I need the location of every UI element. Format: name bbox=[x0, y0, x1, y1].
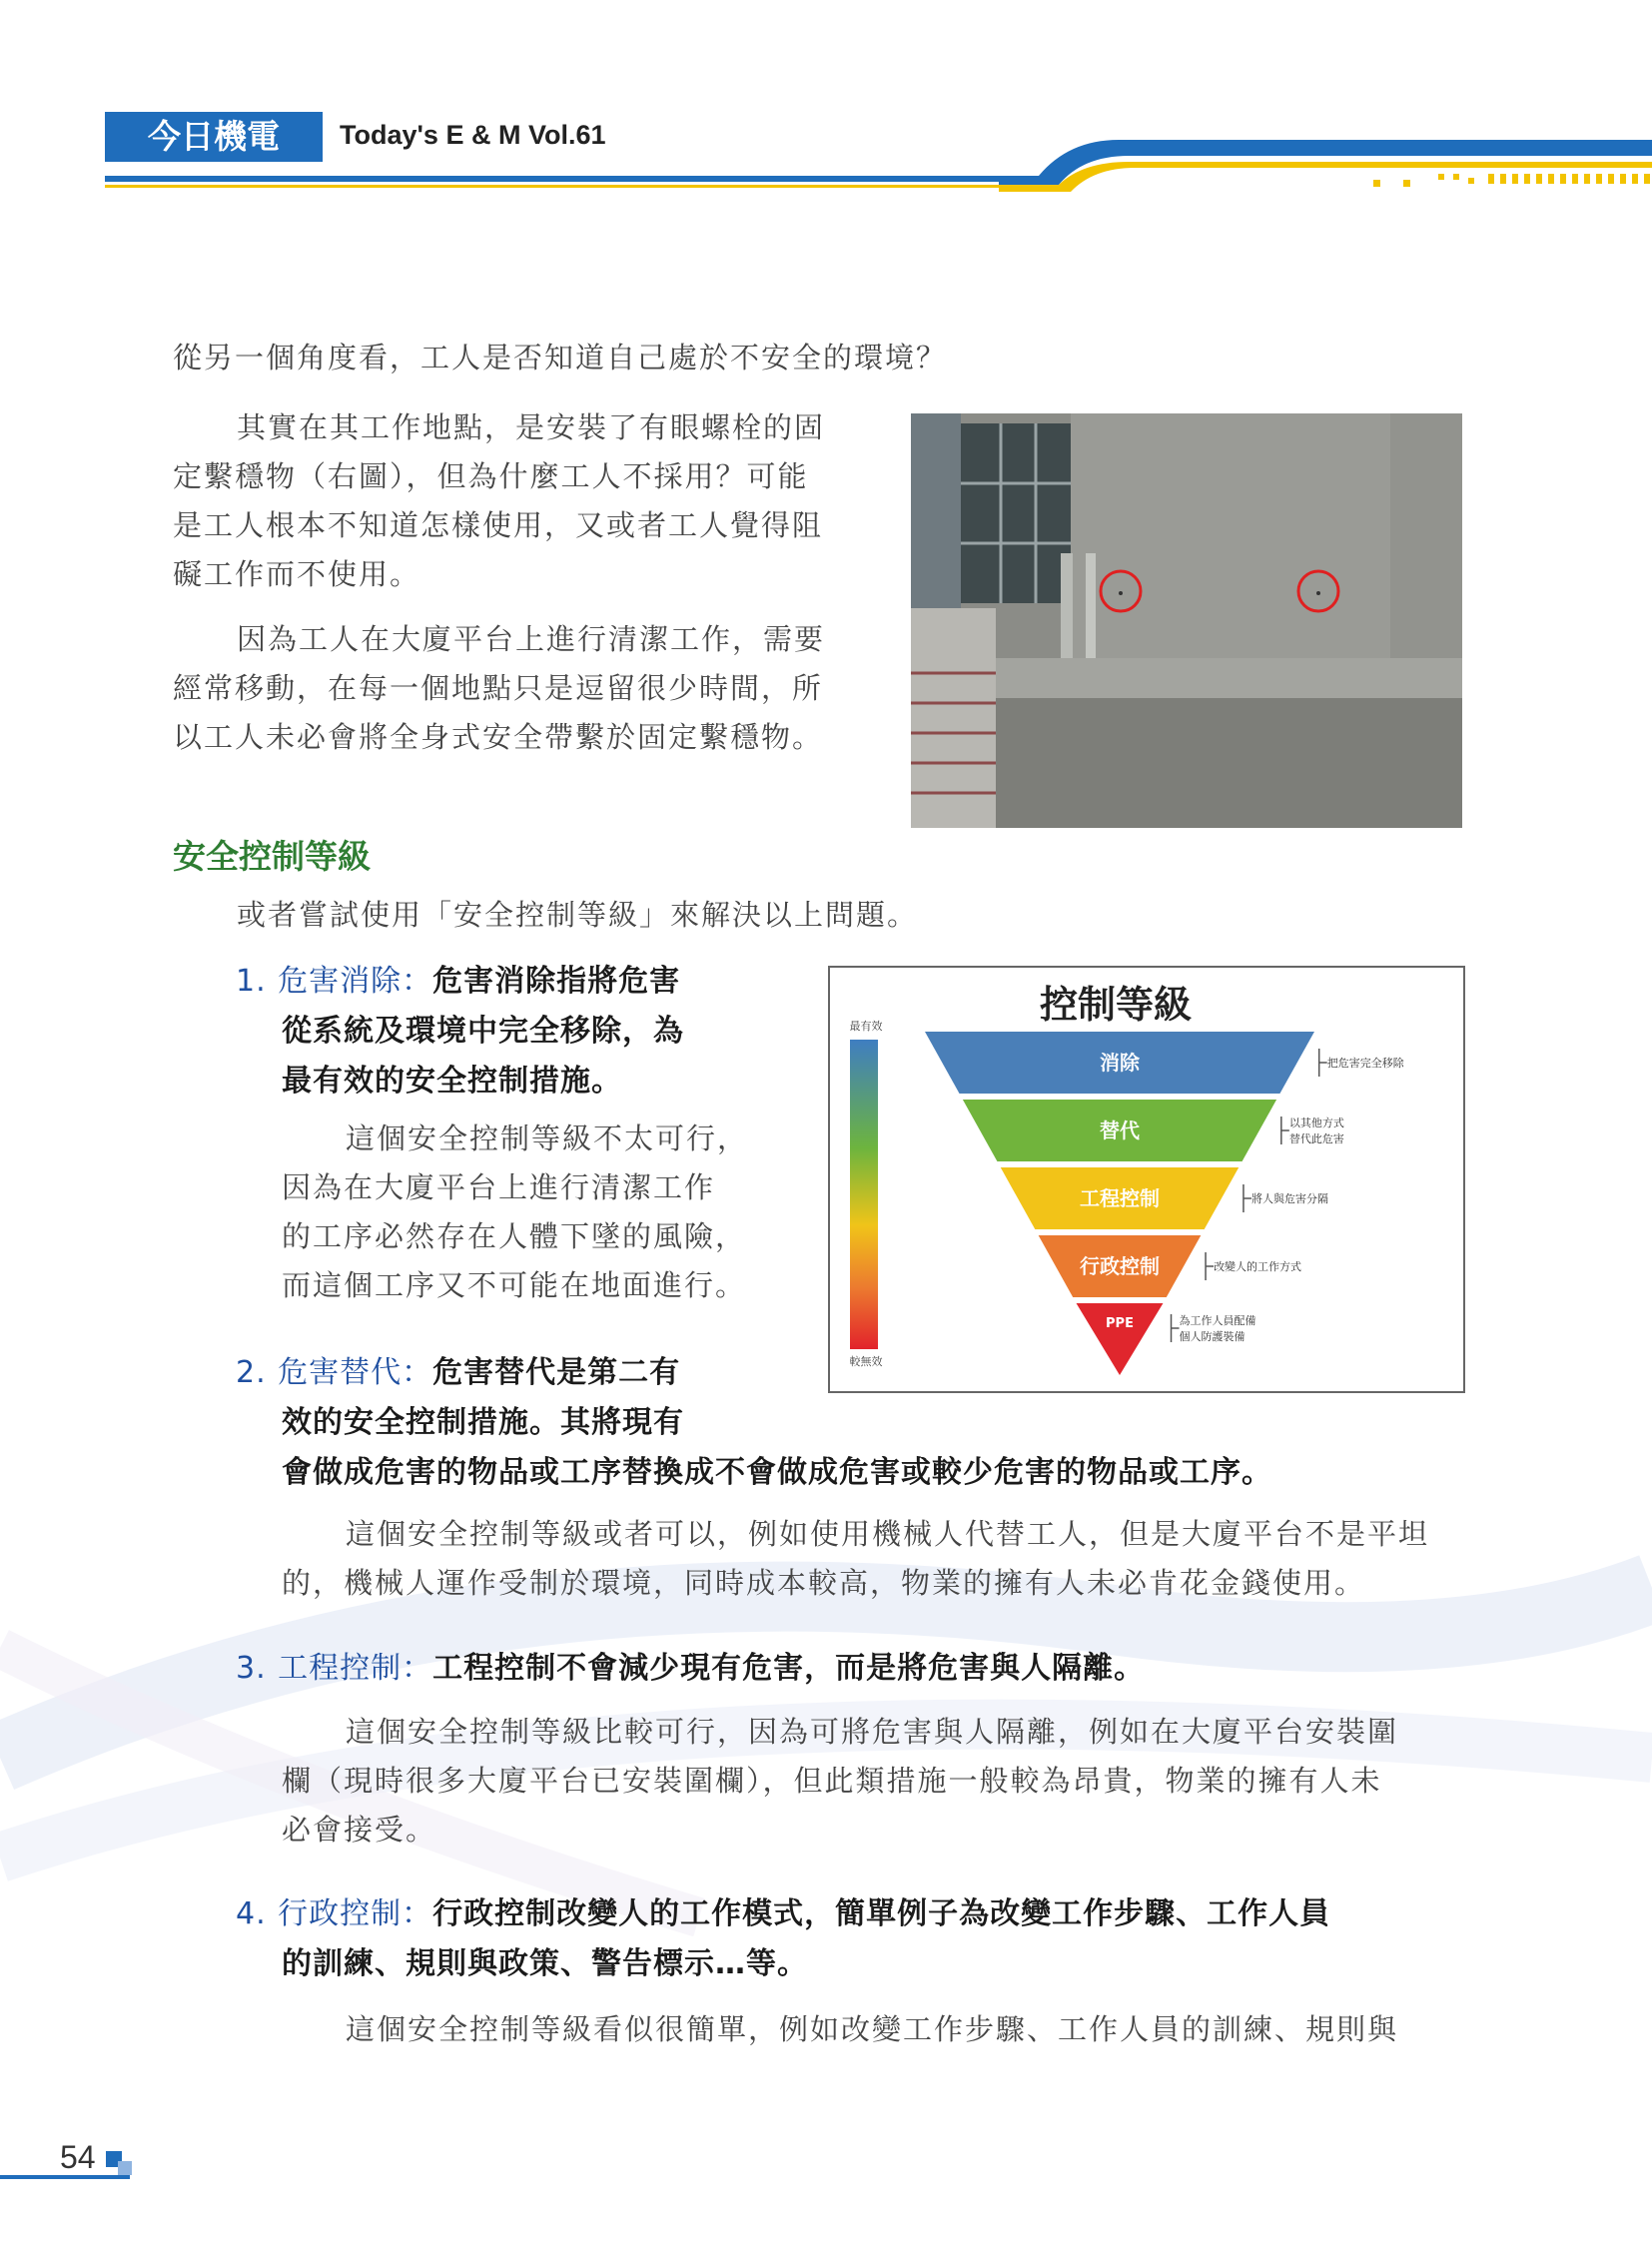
text-line: 行政控制改變人的工作模式，簡單例子為改變工作步驟、工作人員 bbox=[432, 1896, 1331, 1931]
hierarchy-level-label: 行政控制 bbox=[1080, 1254, 1160, 1278]
issue-title: Today's E & M Vol.61 bbox=[340, 120, 606, 150]
header-rule-yellow bbox=[105, 185, 1044, 188]
item-number: 1. bbox=[236, 964, 267, 999]
level-description-bracket bbox=[1243, 1184, 1251, 1212]
item-number: 3. bbox=[236, 1651, 267, 1686]
text-line: 這個安全控制等級或者可以，例如使用機械人代替工人，但是大廈平台不是平坦 bbox=[346, 1517, 1430, 1551]
text-line: 經常移動，在每一個地點只是逗留很少時間，所 bbox=[173, 671, 824, 705]
footer-rule bbox=[0, 2175, 130, 2179]
text-line: 工程控制不會減少現有危害，而是將危害與人隔離。 bbox=[432, 1651, 1146, 1686]
item-4-heading bbox=[236, 1889, 1330, 1939]
text-line: 最有效的安全控制措施。 bbox=[282, 1064, 622, 1099]
background-swirl-decoration bbox=[0, 1498, 1652, 2242]
text-line: 因為工人在大廈平台上進行清潔工作，需要 bbox=[237, 622, 826, 656]
level-description: 替代此危害 bbox=[1288, 1132, 1344, 1145]
text-line: 以工人未必會將全身式安全帶繫於固定繫穩物。 bbox=[173, 720, 824, 754]
header-rule-blue bbox=[105, 176, 1044, 182]
text-line: 的訓練、規則與政策、警告標示…等。 bbox=[282, 1946, 808, 1981]
item-keyword: 行政控制： bbox=[278, 1896, 433, 1931]
level-description-bracket bbox=[1319, 1049, 1327, 1077]
intro-paragraph-2 bbox=[173, 615, 872, 762]
effectiveness-gradient-bar bbox=[850, 1040, 878, 1349]
intro-paragraph-1 bbox=[173, 403, 872, 599]
text-line: 會做成危害的物品或工序替換成不會做成危害或較少危害的物品或工序。 bbox=[282, 1455, 1272, 1490]
item-1-heading bbox=[236, 957, 680, 1007]
item-2-body bbox=[282, 1510, 1480, 1608]
control-hierarchy-chart bbox=[828, 966, 1465, 1393]
text-line: 其實在其工作地點，是安裝了有眼螺栓的固 bbox=[237, 410, 826, 444]
hierarchy-level-label: PPE bbox=[1106, 1316, 1134, 1331]
chart-title: 控制等級 bbox=[1039, 983, 1193, 1027]
intro-question: 從另一個角度看，工人是否知道自己處於不安全的環境？ bbox=[173, 341, 948, 374]
most-effective-label: 最有效 bbox=[849, 1020, 883, 1033]
text-line: 的，機械人運作受制於環境，同時成本較高，物業的擁有人未必肯花金錢使用。 bbox=[282, 1566, 1366, 1600]
level-description-bracket bbox=[1281, 1117, 1289, 1144]
section-heading: 安全控制等級 bbox=[173, 837, 371, 876]
level-description-bracket bbox=[1172, 1314, 1180, 1342]
item-keyword: 危害消除： bbox=[278, 964, 433, 999]
item-number: 4. bbox=[236, 1896, 267, 1931]
text-line: 這個安全控制等級看似很簡單，例如改變工作步驟、工作人員的訓練、規則與 bbox=[346, 2012, 1399, 2046]
item-3-heading bbox=[236, 1644, 1145, 1694]
item-keyword: 危害替代： bbox=[278, 1355, 433, 1390]
section-lead: 或者嘗試使用「安全控制等級」來解決以上問題。 bbox=[237, 898, 919, 932]
text-line: 的工序必然存在人體下墜的風險， bbox=[282, 1219, 747, 1253]
level-description-bracket bbox=[1206, 1252, 1214, 1280]
level-description: 以其他方式 bbox=[1288, 1117, 1344, 1129]
text-line: 這個安全控制等級比較可行，因為可將危害與人隔離，例如在大廈平台安裝圍 bbox=[346, 1715, 1399, 1749]
hierarchy-level-label: 工程控制 bbox=[1080, 1186, 1160, 1210]
header-swoosh-decoration bbox=[999, 130, 1652, 200]
level-description: 為工作人員配備 bbox=[1179, 1314, 1256, 1327]
item-3-body bbox=[282, 1708, 1480, 1855]
text-line: 這個安全控制等級不太可行， bbox=[346, 1121, 749, 1155]
item-keyword: 工程控制： bbox=[278, 1651, 433, 1686]
building-platform-illustration bbox=[911, 413, 1462, 828]
control-hierarchy-svg bbox=[830, 968, 1463, 1391]
text-line: 而這個工序又不可能在地面進行。 bbox=[282, 1268, 747, 1302]
page-number: 54 bbox=[60, 2139, 96, 2175]
magazine-badge: 今日機電 bbox=[105, 112, 323, 162]
item-number: 2. bbox=[236, 1355, 267, 1390]
hierarchy-level-label: 消除 bbox=[1100, 1051, 1140, 1075]
level-description: 將人與危害分隔 bbox=[1250, 1192, 1328, 1205]
item-2-heading bbox=[236, 1348, 680, 1398]
text-line: 危害消除指將危害 bbox=[432, 964, 681, 999]
page-marker-square-light bbox=[118, 2161, 132, 2175]
level-description: 把危害完全移除 bbox=[1326, 1057, 1404, 1070]
least-effective-label: 較無效 bbox=[849, 1355, 883, 1368]
text-line: 效的安全控制措施。其將現有 bbox=[282, 1405, 684, 1440]
level-description: 改變人的工作方式 bbox=[1214, 1260, 1302, 1273]
item-4-body bbox=[282, 2005, 1480, 2054]
hierarchy-level-band bbox=[1077, 1303, 1164, 1375]
text-line: 是工人根本不知道怎樣使用，又或者工人覺得阻 bbox=[173, 508, 824, 542]
anchor-point-photo bbox=[911, 413, 1462, 828]
text-line: 從系統及環境中完全移除，為 bbox=[282, 1014, 684, 1049]
text-line: 欄（現時很多大廈平台已安裝圍欄），但此類措施一般較為昂貴，物業的擁有人未 bbox=[282, 1764, 1382, 1798]
hierarchy-level-label: 替代 bbox=[1100, 1119, 1140, 1142]
item-1-body bbox=[282, 1115, 801, 1310]
text-line: 必會接受。 bbox=[282, 1813, 437, 1847]
level-description: 個人防護裝備 bbox=[1179, 1330, 1245, 1343]
text-line: 礙工作而不使用。 bbox=[173, 557, 421, 591]
text-line: 因為在大廈平台上進行清潔工作 bbox=[282, 1170, 716, 1204]
text-line: 定繫穩物（右圖），但為什麼工人不採用？可能 bbox=[173, 459, 809, 493]
text-line: 危害替代是第二有 bbox=[432, 1355, 681, 1390]
